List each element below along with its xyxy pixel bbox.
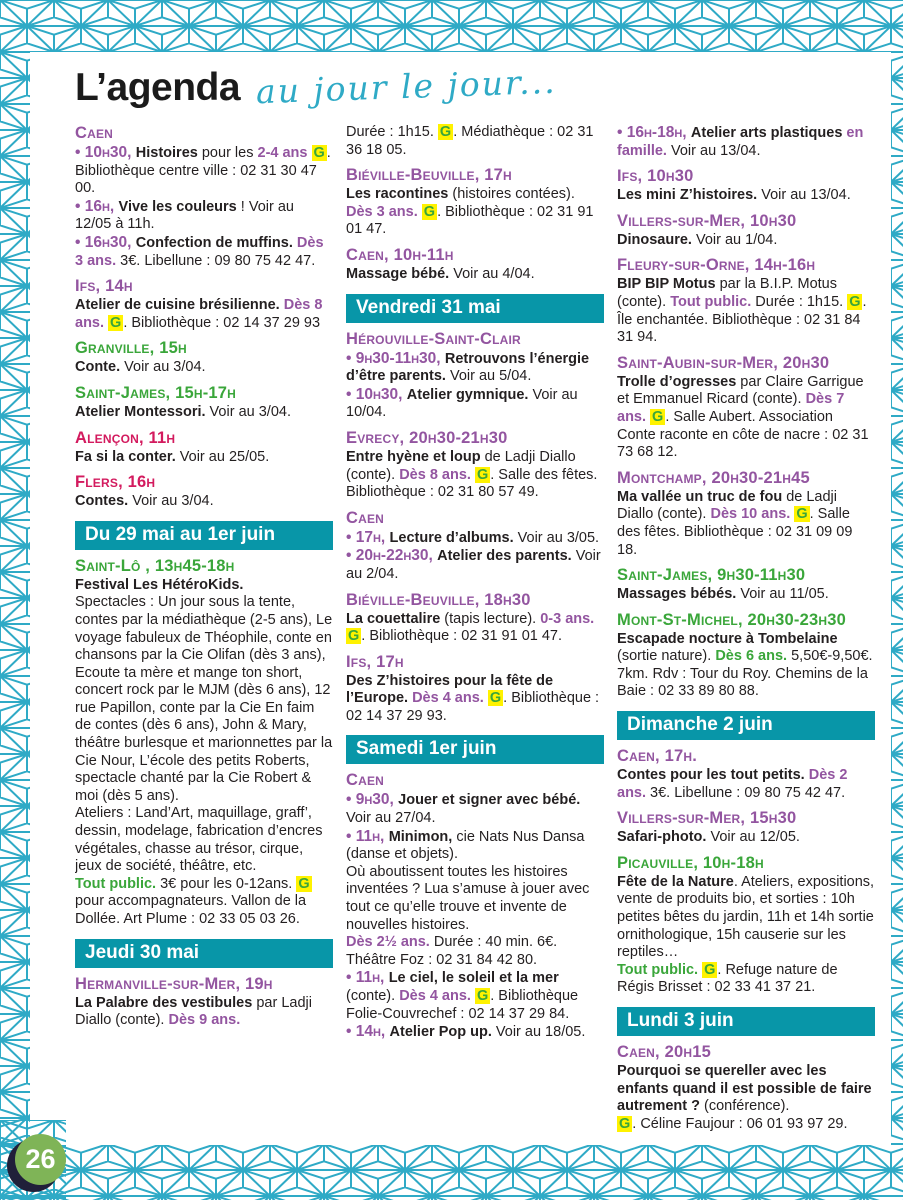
text-segment: Lecture d’albums.: [389, 529, 514, 546]
city-time-heading: Caen: [75, 124, 114, 142]
entry-paragraph: [75, 144, 333, 198]
text-segment: La Palabre des vestibules: [75, 994, 253, 1011]
agenda-entry: [346, 591, 604, 646]
entry-paragraph: [346, 969, 604, 1023]
text-segment: • 16h,: [75, 197, 119, 215]
city-time-heading: Biéville-Beuville, 17h: [346, 166, 512, 185]
text-segment: Tout public.: [617, 961, 699, 978]
city-time-heading: Ifs, 17h: [346, 652, 404, 671]
text-segment: Dès 4 ans.: [399, 988, 471, 1004]
text-segment: Voir au 2/04.: [346, 548, 601, 582]
agenda-entry: [617, 747, 875, 802]
entry-paragraph: [75, 577, 333, 595]
text-segment: Dès 3 ans.: [346, 203, 418, 220]
text-segment: Dès 3 ans.: [75, 234, 324, 269]
entry-paragraph: [75, 876, 333, 929]
entry-paragraph: [617, 874, 875, 962]
text-segment: Voir au 25/05.: [175, 448, 270, 465]
text-segment: Atelier Pop up.: [389, 1024, 492, 1041]
day-header: Lundi 3 juin: [617, 1007, 875, 1036]
agenda-subtitle-script: au jour le jour...: [255, 61, 558, 112]
agenda-entry: [346, 330, 604, 422]
text-segment: . Salle des fêtes. Bibliothèque : 02 31 80 57 49.: [346, 466, 598, 501]
agenda-entry: [75, 384, 333, 422]
entry-paragraph: [75, 198, 333, 234]
text-segment: Retrouvons l’énergie d’être parents.: [346, 350, 590, 385]
entry-paragraph: [346, 611, 604, 646]
text-segment: Voir au 3/04.: [120, 359, 206, 376]
gratuit-badge: G: [298, 875, 310, 892]
text-segment: • 9h30-11h30,: [346, 349, 445, 367]
text-segment: . Île enchantée. Bibliothèque : 02 31 84 31 94.: [617, 293, 867, 346]
text-segment: Atelier gymnique.: [406, 386, 529, 403]
text-segment: Durée : 40 min. 6€. Théâtre Foz : 02 31 84 42 80.: [346, 934, 558, 968]
text-segment: Confection de muffins.: [135, 234, 293, 251]
text-segment: Durée : 1h15.: [346, 124, 438, 140]
text-segment: Voir au 18/05.: [491, 1024, 586, 1041]
text-segment: Le ciel, le soleil et la mer: [388, 970, 559, 987]
entry-paragraph: [617, 232, 875, 250]
entry-paragraph: [346, 828, 604, 864]
text-segment: Voir au 4/04.: [449, 265, 535, 282]
entry-paragraph: [75, 805, 333, 875]
agenda-entry: [346, 653, 604, 726]
city-time-heading: Picauville, 10h-18h: [617, 853, 764, 872]
agenda-entry: [75, 473, 333, 511]
text-segment: Voir au 3/04.: [205, 403, 291, 420]
text-segment: • 17h,: [346, 528, 390, 546]
city-time-heading: Caen, 20h15: [617, 1043, 711, 1061]
entry-paragraph: [346, 186, 604, 239]
text-segment: . Salle des fêtes. Bibliothèque : 02 31 09 09 18.: [617, 506, 853, 558]
text-segment: Dès 8 ans.: [399, 466, 471, 483]
text-segment: (sortie nature).: [617, 648, 716, 665]
agenda-entry: [617, 124, 875, 160]
entry-paragraph: [75, 594, 333, 805]
agenda-entry: [617, 354, 875, 462]
gratuit-badge: G: [110, 314, 122, 331]
city-time-heading: Saint-Aubin-sur-Mer, 20h30: [617, 353, 830, 372]
text-segment: (tapis lecture).: [440, 610, 541, 627]
entry-paragraph: [617, 1063, 875, 1116]
agenda-entry: [75, 277, 333, 332]
text-segment: Dès 10 ans.: [710, 506, 791, 523]
text-segment: 3€. Libellune : 09 80 75 42 47.: [646, 784, 846, 801]
text-segment: 2-4 ans: [257, 145, 308, 161]
text-segment: Dès 9 ans.: [168, 1012, 241, 1029]
text-segment: Durée : 1h15.: [751, 293, 848, 310]
text-segment: • 10h30,: [75, 144, 136, 161]
day-header: Jeudi 30 mai: [75, 939, 333, 968]
city-time-heading: Saint-James, 15h-17h: [75, 383, 237, 402]
text-segment: . Médiathèque : 02 31 36 18 05.: [346, 124, 594, 158]
text-segment: Histoires: [135, 145, 198, 161]
agenda-title: L’agenda: [75, 66, 241, 109]
city-time-heading: Caen, 17h.: [617, 747, 698, 766]
text-segment: Ateliers : Land’Art, maquillage, graff’, dessin, modelage, fabrication d’encres végétales, chasse au trésor, cirque, jeux de société, théâtre, etc.: [75, 805, 323, 875]
city-time-heading: Saint-James, 9h30-11h30: [617, 566, 806, 585]
agenda-entry: [617, 212, 875, 250]
gratuit-badge: G: [439, 124, 452, 140]
text-segment: Fa si la conter.: [75, 448, 176, 465]
agenda-entry: [617, 469, 875, 559]
entry-paragraph: [346, 350, 604, 386]
text-segment: 5,50€-9,50€. 7km. Rdv : Tour du Roy. Chemins de la Baie : 02 33 89 80 88.: [617, 648, 873, 700]
text-segment: (conférence).: [700, 1098, 790, 1115]
text-segment: cie Nats Nus Dansa (danse et objets).: [346, 828, 585, 863]
agenda-entry: [75, 429, 333, 467]
agenda-entry: [617, 809, 875, 847]
text-segment: . Salle Aubert. Association Conte raconte en côte de nacre : 02 31 73 68 12.: [617, 408, 869, 461]
entry-paragraph: [346, 449, 604, 502]
text-segment: Atelier de cuisine brésilienne.: [75, 297, 280, 314]
text-segment: Festival Les HétéroKids.: [75, 576, 244, 593]
agenda-entry: [346, 509, 604, 584]
agenda-column-3: [617, 124, 875, 1140]
text-segment: . Bibliothèque centre ville : 02 31 30 47 00.: [75, 145, 331, 197]
city-time-heading: Caen: [346, 771, 385, 790]
entry-paragraph: [617, 374, 875, 462]
text-segment: par Claire Garrigue et Emmanuel Ricard (conte).: [617, 373, 864, 408]
entry-paragraph: [75, 297, 333, 332]
text-segment: Des Z’histoires pour la fête de l’Europe.: [346, 672, 554, 707]
city-time-heading: Caen, 10h-11h: [346, 245, 454, 264]
entry-paragraph: [346, 547, 604, 583]
text-segment: . Bibliothèque Folie-Couvrechef : 02 14 37 29 84.: [346, 988, 579, 1022]
gratuit-badge: G: [704, 961, 716, 978]
text-segment: • 11h,: [346, 969, 389, 987]
text-segment: Contes.: [75, 493, 129, 510]
gratuit-badge: G: [423, 203, 436, 220]
city-time-heading: Mont-St-Michel, 20h30-23h30: [617, 610, 846, 629]
text-segment: pour les: [197, 145, 258, 161]
text-segment: Dès 2 ans.: [617, 767, 848, 801]
text-segment: ! Voir au 12/05 à 11h.: [75, 198, 294, 233]
text-segment: 3€. Libellune : 09 80 75 42 47.: [116, 252, 316, 269]
entry-paragraph: [75, 359, 333, 377]
text-segment: • 11h,: [346, 827, 389, 845]
entry-paragraph: [346, 529, 604, 548]
entry-paragraph: [75, 404, 333, 422]
city-time-heading: Ifs, 10h30: [617, 167, 694, 186]
city-time-heading: Biéville-Beuville, 18h30: [346, 590, 531, 609]
city-time-heading: Saint-Lô , 13h45-18h: [75, 556, 235, 575]
entry-paragraph: [346, 1023, 604, 1042]
text-segment: Massages bébés.: [617, 586, 737, 603]
agenda-columns: [75, 124, 875, 1140]
entry-paragraph: [617, 767, 875, 802]
gratuit-badge: G: [849, 293, 861, 310]
text-segment: . Bibliothèque : 02 14 37 29 93.: [346, 690, 600, 724]
text-segment: Voir au 3/04.: [128, 493, 214, 510]
text-segment: de Ladji Diallo (conte).: [617, 488, 837, 523]
city-time-heading: Caen: [346, 508, 385, 527]
entry-paragraph: [346, 386, 604, 422]
text-segment: Conte.: [75, 359, 121, 376]
entry-paragraph: [617, 631, 875, 701]
text-segment: (conte).: [346, 988, 400, 1004]
gratuit-badge: G: [348, 628, 360, 645]
text-segment: Voir au 13/04.: [757, 187, 851, 204]
entry-paragraph: [346, 266, 604, 284]
entry-paragraph: [75, 234, 333, 270]
city-time-heading: Fleury-sur-Orne, 14h-16h: [617, 256, 816, 275]
text-segment: . Bibliothèque : 02 14 37 29 93: [123, 314, 321, 331]
city-time-heading: Flers, 16h: [75, 473, 156, 492]
text-segment: Les mini Z’histoires.: [617, 187, 758, 204]
text-segment: • 14h,: [346, 1023, 390, 1041]
text-segment: . Bibliothèque : 02 31 91 01 47.: [361, 628, 563, 645]
entry-paragraph: [75, 995, 333, 1030]
text-segment: Voir au 11/05.: [736, 586, 829, 603]
gratuit-badge: G: [476, 988, 489, 1004]
text-segment: de Ladji Diallo (conte).: [346, 448, 576, 483]
entry-paragraph: [617, 489, 875, 559]
entry-paragraph: [346, 124, 604, 159]
text-segment: Vive les couleurs: [118, 198, 237, 215]
agenda-column-1: [75, 124, 333, 1140]
entry-paragraph: [617, 124, 875, 160]
text-segment: (histoires contées).: [448, 186, 575, 203]
entry-paragraph: [617, 1116, 875, 1134]
text-segment: Dinosaure.: [617, 231, 692, 248]
entry-paragraph: [617, 187, 875, 205]
text-segment: Pourquoi se quereller avec les enfants quand il est possible de faire autrement ?: [617, 1063, 872, 1115]
agenda-entry: [617, 611, 875, 701]
text-segment: Dès 6 ans.: [715, 648, 788, 665]
city-time-heading: Villers-sur-Mer, 10h30: [617, 211, 797, 230]
text-segment: Atelier Montessori.: [75, 403, 206, 420]
text-segment: . Ateliers, expositions, vente de produits bio, et sorties : 10h petites bêtes du jardin, 11h et 14h sortie ornithologique, 15h causerie sur les reptiles…: [617, 873, 875, 961]
agenda-entry: [75, 557, 333, 929]
gratuit-badge: G: [619, 1115, 631, 1132]
text-segment: • 16h30,: [75, 233, 136, 251]
agenda-entry: [617, 167, 875, 205]
text-segment: [307, 145, 311, 161]
day-header: Du 29 mai au 1er juin: [75, 521, 333, 550]
page-number-badge: [15, 1134, 66, 1185]
text-segment: Ma vallée un truc de fou: [617, 488, 783, 505]
text-segment: Contes pour les tout petits.: [617, 767, 805, 784]
page-number: 26: [25, 1144, 56, 1174]
city-time-heading: Hérouville-Saint-Clair: [346, 329, 521, 348]
text-segment: Voir au 12/05.: [706, 829, 800, 846]
text-segment: Les racontines: [346, 186, 449, 203]
city-time-heading: Villers-sur-Mer, 15h30: [617, 809, 797, 828]
text-segment: Safari-photo.: [617, 829, 707, 846]
text-segment: Atelier des parents.: [437, 548, 572, 565]
text-segment: Dès 7 ans.: [617, 391, 845, 425]
text-segment: . Refuge nature de Régis Brisset : 02 33 41 37 21.: [617, 961, 838, 996]
entry-paragraph: [617, 962, 875, 997]
day-header: Samedi 1er juin: [346, 735, 604, 764]
city-time-heading: Montchamp, 20h30-21h45: [617, 468, 810, 487]
gratuit-badge: G: [489, 690, 502, 707]
city-time-heading: Ifs, 14h: [75, 277, 133, 296]
gratuit-badge: G: [796, 506, 808, 523]
entry-paragraph: [617, 586, 875, 604]
entry-paragraph: [75, 493, 333, 511]
text-segment: . Bibliothèque : 02 31 91 01 47.: [346, 203, 594, 238]
city-time-heading: Evrecy, 20h30-21h30: [346, 428, 508, 447]
agenda-entry: [617, 566, 875, 604]
agenda-entry: [346, 246, 604, 284]
text-segment: Tout public.: [75, 875, 157, 892]
text-segment: Voir au 1/04.: [691, 231, 778, 248]
text-segment: Dès 4 ans.: [412, 690, 484, 707]
text-segment: Massage bébé.: [346, 265, 450, 282]
text-segment: Tout public.: [670, 293, 752, 310]
text-segment: Jouer et signer avec bébé.: [398, 792, 581, 809]
gratuit-badge: G: [313, 145, 325, 161]
text-segment: • 9h30,: [346, 791, 399, 809]
text-segment: par Ladji Diallo (conte).: [75, 994, 312, 1029]
gratuit-badge: G: [652, 408, 664, 425]
text-segment: Voir au 5/04.: [445, 368, 532, 385]
text-segment: Voir au 13/04.: [666, 142, 761, 159]
agenda-entry: [346, 166, 604, 239]
text-segment: La couettalire: [346, 610, 441, 627]
agenda-column-2: [346, 124, 604, 1140]
text-segment: Escapade nocture à Tombelaine: [617, 630, 838, 647]
agenda-entry: [75, 975, 333, 1030]
text-segment: Fête de la Nature: [617, 873, 734, 890]
text-segment: Spectacles : Un jour sous la tente, contes par la médiathèque (2-5 ans), Le voyage fabuleux de Théophile, conte en chansons par la Cie Olifan (dès 3 ans), Ecoute ta mère et mange ton short, concert rock par le MJM (dès 6 ans), 12 rue Papillon, conte par la Cie En faim de contes (dès 6 ans), John & Mary, théâtre burlesque et marionnettes par la Cie Nour, L’école des petits Roberts, spectacle chanté par la Cie Robert & moi (dès 5 ans).: [75, 594, 333, 804]
content-panel: [30, 52, 891, 1145]
entry-paragraph: [75, 449, 333, 467]
text-segment: Entre hyène et loup: [346, 448, 481, 465]
entry-paragraph: [346, 791, 604, 827]
entry-paragraph: [346, 864, 604, 934]
text-segment: BIP BIP Motus: [617, 276, 716, 293]
text-segment: Où aboutissent toutes les histoires inventées ? Lua s’amuse à jouer avec tout ce qu’elle trouve et invente de nouvelles histoires.: [346, 863, 590, 933]
agenda-entry: [617, 854, 875, 997]
text-segment: Atelier arts plastiques: [690, 125, 843, 141]
text-segment: pour accompagnateurs. Vallon de la Dollée. Art Plume : 02 33 05 03 26.: [75, 893, 307, 927]
text-segment: • 16h-18h,: [617, 124, 691, 141]
text-segment: par la B.I.P. Motus (conte).: [617, 276, 837, 310]
city-time-heading: Hermanville-sur-Mer, 19h: [75, 974, 273, 993]
agenda-entry: [346, 429, 604, 502]
page-title: [75, 61, 875, 118]
text-segment: Voir au 10/04.: [346, 386, 578, 421]
agenda-entry: [75, 124, 333, 270]
agenda-entry: [617, 256, 875, 346]
entry-paragraph: [617, 829, 875, 847]
text-segment: 3€ pour les 0-12ans.: [156, 875, 297, 892]
agenda-entry: [346, 124, 604, 159]
text-segment: Dès 2½ ans.: [346, 934, 430, 951]
city-time-heading: Alençon, 11h: [75, 428, 176, 447]
agenda-entry: [75, 339, 333, 377]
entry-paragraph: [346, 673, 604, 726]
text-segment: Voir au 27/04.: [346, 810, 436, 827]
entry-paragraph: [346, 934, 604, 969]
text-segment: Minimon,: [388, 828, 453, 845]
city-time-heading: Granville, 15h: [75, 339, 187, 358]
agenda-entry: [346, 771, 604, 1041]
text-segment: Dès 8 ans.: [75, 297, 323, 331]
entry-paragraph: [617, 276, 875, 346]
agenda-entry: [617, 1043, 875, 1133]
text-segment: Voir au 3/05.: [513, 529, 600, 546]
text-segment: • 20h-22h30,: [346, 547, 438, 565]
text-segment: . Céline Faujour : 06 01 93 97 29.: [632, 1115, 848, 1132]
text-segment: • 10h30,: [346, 385, 407, 403]
gratuit-badge: G: [476, 466, 489, 483]
text-segment: 0-3 ans.: [540, 610, 595, 627]
text-segment: en famille.: [617, 125, 864, 159]
text-segment: Trolle d’ogresses: [617, 373, 737, 390]
day-header: Vendredi 31 mai: [346, 294, 604, 323]
day-header: Dimanche 2 juin: [617, 711, 875, 740]
